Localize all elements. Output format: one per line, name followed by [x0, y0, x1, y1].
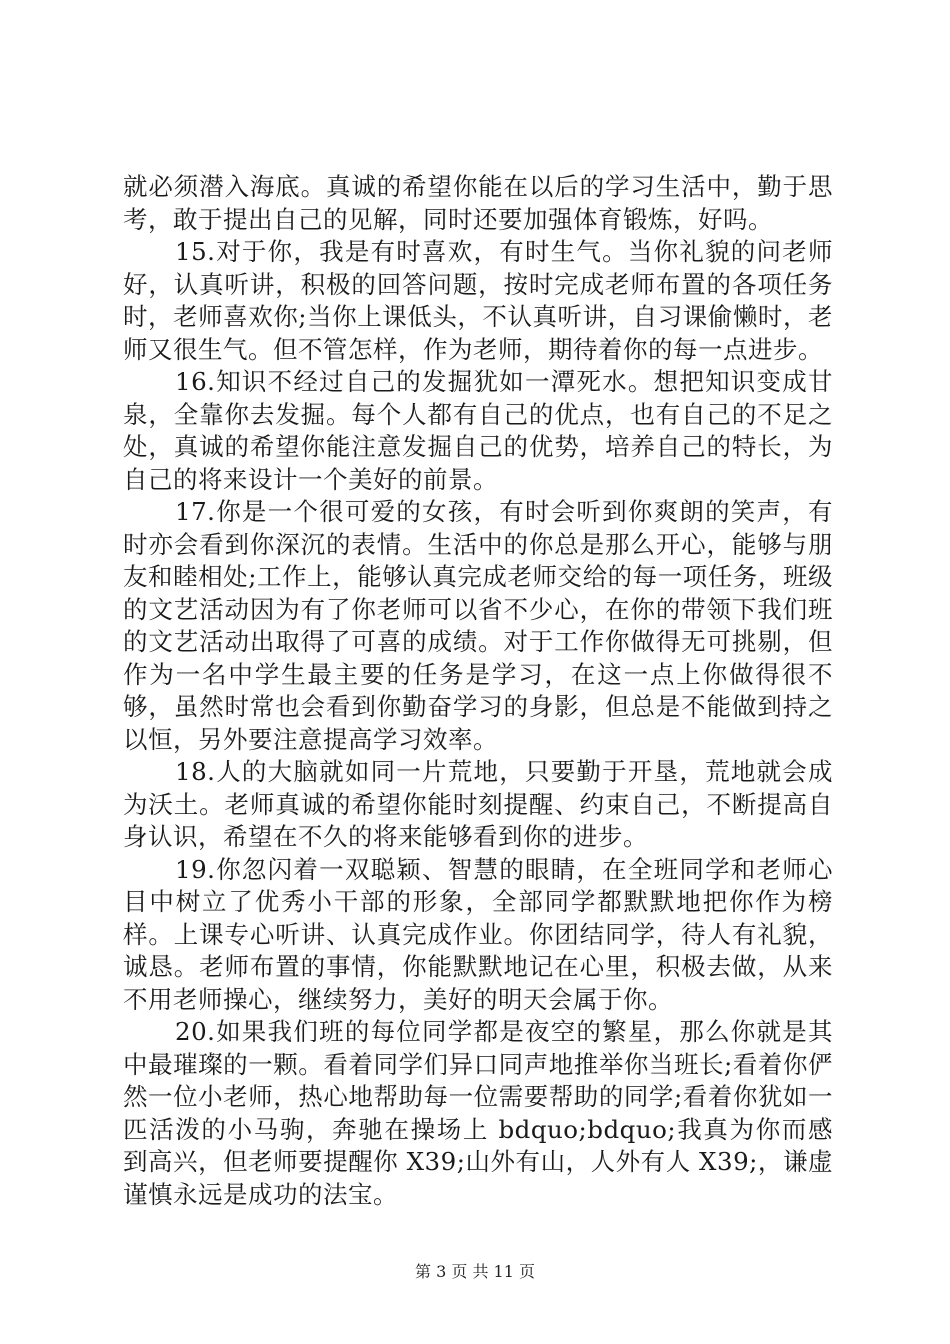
- paragraph-16: 16.知识不经过自己的发掘犹如一潭死水。想把知识变成甘泉，全靠你去发掘。每个人都有自己的优点，也有自己的不足之处，真诚的希望你能注意发掘自己的优势，培养自己的特长，为自己的将来设计一个美好的前景。: [123, 367, 833, 494]
- paragraph-15: 15.对于你，我是有时喜欢，有时生气。当你礼貌的问老师好，认真听讲，积极的回答问题，按时完成老师布置的各项任务时，老师喜欢你;当你上课低头，不认真听讲，自习课偷懒时，老师又很生气。但不管怎样，作为老师，期待着你的每一点进步。: [123, 237, 833, 364]
- paragraph-17: 17.你是一个很可爱的女孩，有时会听到你爽朗的笑声，有时亦会看到你深沉的表情。生活中的你总是那么开心，能够与朋友和睦相处;工作上，能够认真完成老师交给的每一项任务，班级的文艺活动因为有了你老师可以省不少心，在你的带领下我们班的文艺活动出取得了可喜的成绩。对于工作你做得无可挑剔，但作为一名中学生最主要的任务是学习，在这一点上你做得很不够，虽然时常也会看到你勤奋学习的身影，但总是不能做到持之以恒，另外要注意提高学习效率。: [123, 497, 833, 754]
- paragraph-continuation: 就必须潜入海底。真诚的希望你能在以后的学习生活中，勤于思考，敢于提出自己的见解，同时还要加强体育锻炼，好吗。: [123, 172, 833, 234]
- paragraph-19: 19.你忽闪着一双聪颖、智慧的眼睛，在全班同学和老师心目中树立了优秀小干部的形象，全部同学都默默地把你作为榜样。上课专心听讲、认真完成作业。你团结同学，待人有礼貌，诚恳。老师布置的事情，你能默默地记在心里，积极去做，从来不用老师操心，继续努力，美好的明天会属于你。: [123, 854, 833, 1014]
- paragraph-20: 20.如果我们班的每位同学都是夜空的繁星，那么你就是其中最璀璨的一颗。看着同学们异口同声地推举你当班长;看着你俨然一位小老师，热心地帮助每一位需要帮助的同学;看着你犹如一匹活泼的小马驹，奔驰在操场上 bdquo;bdquo;我真为你而感到高兴，但老师要提醒你 X39;山外有山，人外有人 X39;，谦虚谨慎永远是成功的法宝。: [123, 1017, 833, 1209]
- paragraph-18: 18.人的大脑就如同一片荒地，只要勤于开垦，荒地就会成为沃土。老师真诚的希望你能时刻提醒、约束自己，不断提高自身认识，希望在不久的将来能够看到你的进步。: [123, 757, 833, 851]
- document-body: [123, 171, 833, 1211]
- page-number-footer: 第 3 页 共 11 页: [415, 1262, 535, 1281]
